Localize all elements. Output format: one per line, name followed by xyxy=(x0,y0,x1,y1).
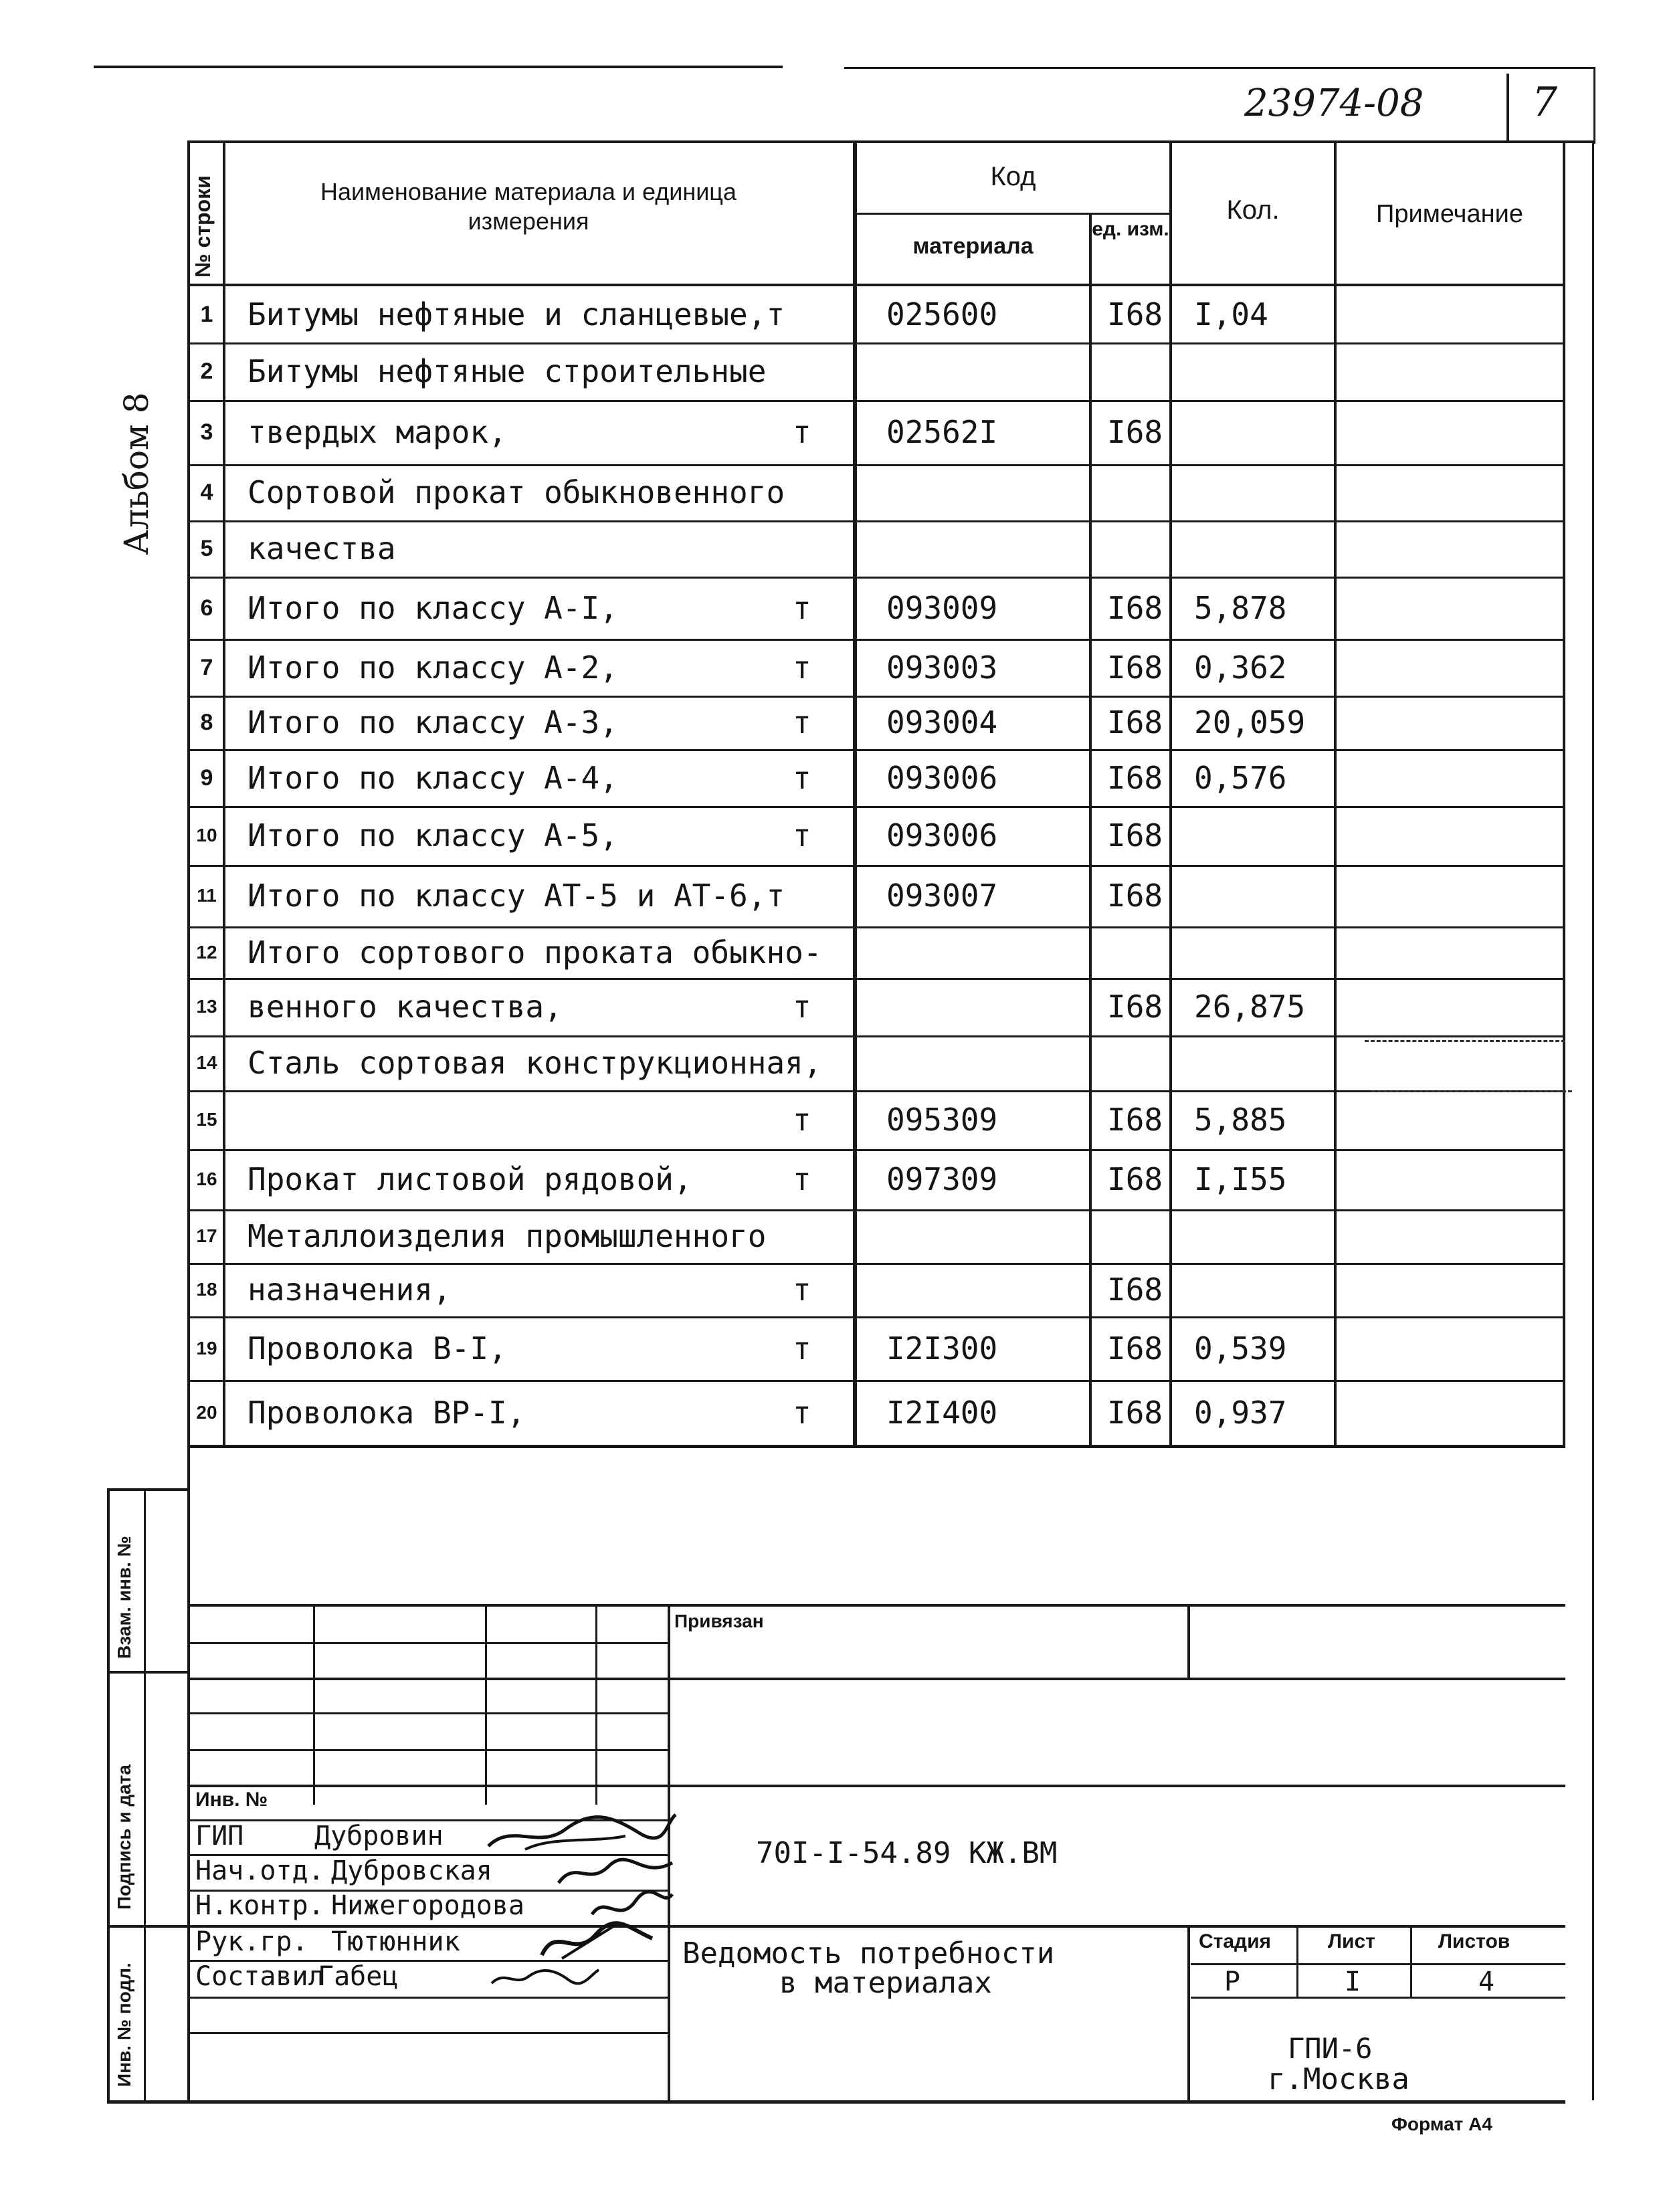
row-qty: 26,875 xyxy=(1194,989,1306,1025)
row-line xyxy=(187,1263,1565,1265)
row-number: 16 xyxy=(196,1169,217,1189)
row-uom-code: I68 xyxy=(1107,1161,1163,1197)
row-line xyxy=(187,577,1565,579)
row-uom-code: I68 xyxy=(1107,989,1163,1025)
row-uom-code: I68 xyxy=(1107,1102,1163,1138)
sheet-label: Лист xyxy=(1328,1930,1375,1952)
row-name: Проволока ВР-I, xyxy=(248,1395,526,1431)
row-unit: т xyxy=(793,817,811,853)
row-qty: 20,059 xyxy=(1194,704,1306,740)
row-name: назначения, xyxy=(248,1272,452,1308)
signatory-name: Нижегородова xyxy=(331,1890,524,1921)
row-number: 14 xyxy=(196,1052,217,1073)
row-name: Итого по классу АТ-5 и АТ-6,т xyxy=(248,878,785,914)
row-unit: т xyxy=(793,1102,811,1138)
row-number: 9 xyxy=(200,765,213,791)
row-line xyxy=(187,926,1565,928)
row-uom-code: I68 xyxy=(1107,296,1163,332)
row-number: 11 xyxy=(197,885,217,906)
row-name: Итого сортового проката обыкно- xyxy=(248,934,822,971)
side-stamp-divider xyxy=(144,1488,146,2102)
row-uom-code: I68 xyxy=(1107,414,1163,450)
col-note-sep xyxy=(1563,140,1565,1448)
row-number: 2 xyxy=(200,359,213,384)
tb-line-15 xyxy=(1191,1997,1565,1999)
row-name: Проволока В-I, xyxy=(248,1330,507,1367)
row-name: Сортовой прокат обыкновенного xyxy=(248,474,785,510)
col-name-sep xyxy=(853,140,857,1448)
row-number: 10 xyxy=(196,825,217,845)
row-unit: т xyxy=(793,989,811,1025)
row-number: 13 xyxy=(196,996,217,1017)
row-name: Битумы нефтяные строительные xyxy=(248,353,767,389)
col-qty-sep xyxy=(1334,140,1337,1448)
sheets-value: 4 xyxy=(1478,1967,1495,1997)
row-line xyxy=(187,639,1565,641)
header-note: Примечание xyxy=(1376,200,1523,228)
row-line xyxy=(187,696,1565,698)
side-stamp-inv-podl: Инв. № подл. xyxy=(114,1963,134,2087)
row-qty: 0,937 xyxy=(1194,1395,1287,1431)
side-stamp-top xyxy=(107,1488,189,1491)
right-frame-top xyxy=(1593,67,1595,144)
tb-line-14 xyxy=(1191,1963,1565,1965)
row-uom-code: I68 xyxy=(1107,760,1163,796)
row-name: твердых марок, xyxy=(248,414,507,450)
row-material-code: 025600 xyxy=(886,296,998,332)
tb-col-stage xyxy=(1187,1925,1190,2100)
dash-mark-2 xyxy=(1371,1090,1572,1092)
frame-right xyxy=(1592,140,1594,2100)
header-qty: Кол. xyxy=(1226,195,1280,225)
signatory-name: Габец xyxy=(318,1961,399,1992)
tb-col-sheet xyxy=(1296,1925,1298,1999)
code-subheader-line xyxy=(853,213,1171,215)
table-top-line xyxy=(187,140,1592,143)
row-material-code: 093006 xyxy=(886,817,998,853)
row-name: Сталь сортовая конструкционная, xyxy=(248,1045,822,1081)
data-bottom-line xyxy=(187,1445,1565,1448)
row-qty: 0,362 xyxy=(1194,649,1287,686)
row-name: Итого по классу А-2, xyxy=(248,649,618,686)
tb-col-sheets xyxy=(1410,1925,1412,1999)
header-material-code: материала xyxy=(912,233,1034,259)
row-line xyxy=(187,865,1565,867)
side-stamp-podpis-data: Подпись и дата xyxy=(114,1765,134,1910)
sheets-label: Листов xyxy=(1438,1930,1510,1952)
row-material-code: 093006 xyxy=(886,760,998,796)
row-line xyxy=(187,749,1565,751)
row-unit: т xyxy=(793,1161,811,1197)
top-rule-right xyxy=(844,67,1593,69)
row-qty: 0,539 xyxy=(1194,1330,1287,1367)
tb-line-1 xyxy=(187,1604,1565,1607)
side-stamp-sep-2 xyxy=(107,1925,189,1928)
row-unit: т xyxy=(793,1330,811,1367)
side-stamp-sep-1 xyxy=(107,1671,189,1674)
top-rule-left xyxy=(94,66,783,68)
row-qty: 5,885 xyxy=(1194,1102,1287,1138)
row-uom-code: I68 xyxy=(1107,817,1163,853)
row-line xyxy=(187,1090,1565,1092)
signatory-name: Дубровская xyxy=(331,1855,492,1886)
format-label: Формат А4 xyxy=(1391,2114,1492,2134)
header-name: Наименование материала и единица измерения xyxy=(320,178,737,235)
row-number: 15 xyxy=(196,1109,217,1130)
tb-line-6 xyxy=(187,1785,1565,1787)
row-number: 12 xyxy=(196,942,217,963)
signature-dubrovin xyxy=(485,1809,679,1856)
row-name: Прокат листовой рядовой, xyxy=(248,1161,692,1197)
page-number: 7 xyxy=(1532,79,1558,126)
org-line-2: г.Москва xyxy=(1268,2062,1409,2096)
row-unit: т xyxy=(793,760,811,796)
tb-line-3 xyxy=(187,1678,1565,1680)
row-name: Металлоизделия промышленного xyxy=(248,1218,767,1254)
row-number: 8 xyxy=(200,710,213,735)
row-uom-code: I68 xyxy=(1107,1395,1163,1431)
row-line xyxy=(187,520,1565,522)
row-line xyxy=(187,1380,1565,1382)
signature-gabets xyxy=(488,1956,602,1997)
tb-col-privyazan xyxy=(1187,1604,1190,1679)
row-number: 19 xyxy=(196,1338,217,1359)
row-material-code: 093007 xyxy=(886,878,998,914)
stage-value: Р xyxy=(1224,1967,1241,1997)
row-uom-code: I68 xyxy=(1107,649,1163,686)
col-uom-sep xyxy=(1169,140,1172,1448)
row-line xyxy=(187,464,1565,466)
row-unit: т xyxy=(793,590,811,626)
row-uom-code: I68 xyxy=(1107,1330,1163,1367)
row-number: 18 xyxy=(196,1279,217,1300)
inv-no-label: Инв. № xyxy=(195,1789,268,1811)
row-unit: т xyxy=(793,649,811,686)
tb-col-1 xyxy=(313,1604,315,1805)
row-uom-code: I68 xyxy=(1107,590,1163,626)
header-code: Код xyxy=(990,162,1036,191)
row-material-code: 02562I xyxy=(886,414,998,450)
header-bottom-line xyxy=(187,284,1565,286)
stage-label: Стадия xyxy=(1199,1930,1272,1952)
row-line xyxy=(187,1316,1565,1318)
row-line xyxy=(187,1149,1565,1151)
row-number: 1 xyxy=(200,302,213,327)
signatory-name: Дубровин xyxy=(314,1821,444,1851)
row-line xyxy=(187,342,1565,344)
row-name: венного качества, xyxy=(248,989,563,1025)
signature-dubrovskaya xyxy=(555,1853,676,1893)
row-line xyxy=(187,1209,1565,1211)
row-uom-code: I68 xyxy=(1107,704,1163,740)
privyazan-label: Привязан xyxy=(674,1611,764,1631)
tb-bottom xyxy=(107,2100,1565,2104)
row-line xyxy=(187,400,1565,402)
signatory-role: Н.контр. xyxy=(195,1890,324,1921)
designation: 70I-I-54.89 КЖ.ВМ xyxy=(756,1836,1058,1870)
tb-line-13 xyxy=(187,2032,669,2034)
row-name: Итого по классу А-5, xyxy=(248,817,618,853)
row-number: 7 xyxy=(200,655,213,680)
row-unit: т xyxy=(793,414,811,450)
row-material-code: 097309 xyxy=(886,1161,998,1197)
row-number: 5 xyxy=(200,536,213,561)
row-unit: т xyxy=(793,1272,811,1308)
row-material-code: I2I300 xyxy=(886,1330,998,1367)
row-qty: 0,576 xyxy=(1194,760,1287,796)
row-uom-code: I68 xyxy=(1107,878,1163,914)
side-stamp-vzam-inv: Взам. инв. № xyxy=(114,1536,134,1659)
signatory-role: Рук.гр. xyxy=(195,1926,308,1957)
title-line-1: Ведомость потребности xyxy=(682,1936,1055,1971)
row-line xyxy=(187,1035,1565,1037)
row-unit: т xyxy=(793,1395,811,1431)
row-material-code: 093009 xyxy=(886,590,998,626)
header-unit-code: ед. изм. xyxy=(1092,218,1169,240)
sheet-value: I xyxy=(1345,1967,1361,1997)
row-name: Битумы нефтяные и сланцевые,т xyxy=(248,296,785,332)
row-number: 3 xyxy=(200,419,213,445)
row-qty: I,I55 xyxy=(1194,1161,1287,1197)
title-line-2: в материалах xyxy=(779,1966,992,2000)
org-line-1: ГПИ-6 xyxy=(1288,2032,1373,2065)
row-material-code: 093003 xyxy=(886,649,998,686)
tb-line-12 xyxy=(187,1997,669,1999)
header-row-no: № строки xyxy=(191,175,215,278)
row-number: 17 xyxy=(196,1225,217,1246)
tb-col-2 xyxy=(485,1604,487,1805)
signatory-name: Тютюнник xyxy=(331,1926,460,1957)
row-name: Итого по классу А-3, xyxy=(248,704,618,740)
row-material-code: I2I400 xyxy=(886,1395,998,1431)
dash-mark-1 xyxy=(1365,1040,1565,1042)
signatory-role: Составил xyxy=(195,1961,324,1992)
row-unit: т xyxy=(793,704,811,740)
row-material-code: 093004 xyxy=(886,704,998,740)
row-number: 4 xyxy=(200,480,213,505)
row-material-code: 095309 xyxy=(886,1102,998,1138)
album-label: Альбом 8 xyxy=(117,392,156,555)
row-number: 20 xyxy=(196,1402,217,1423)
row-line xyxy=(187,806,1565,808)
row-name: качества xyxy=(248,530,396,567)
row-qty: I,04 xyxy=(1194,296,1268,332)
row-qty: 5,878 xyxy=(1194,590,1287,626)
row-number: 6 xyxy=(200,595,213,621)
doc-code: 23974-08 xyxy=(1244,82,1424,125)
row-name: Итого по классу А-4, xyxy=(248,760,618,796)
row-line xyxy=(187,978,1565,980)
signatory-role: Нач.отд. xyxy=(195,1855,324,1886)
signatory-role: ГИП xyxy=(195,1821,244,1851)
tb-col-3 xyxy=(595,1604,597,1805)
row-name: Итого по классу А-I, xyxy=(248,590,618,626)
row-uom-code: I68 xyxy=(1107,1272,1163,1308)
side-stamp-left xyxy=(107,1488,110,2102)
page-number-divider xyxy=(1506,74,1509,140)
